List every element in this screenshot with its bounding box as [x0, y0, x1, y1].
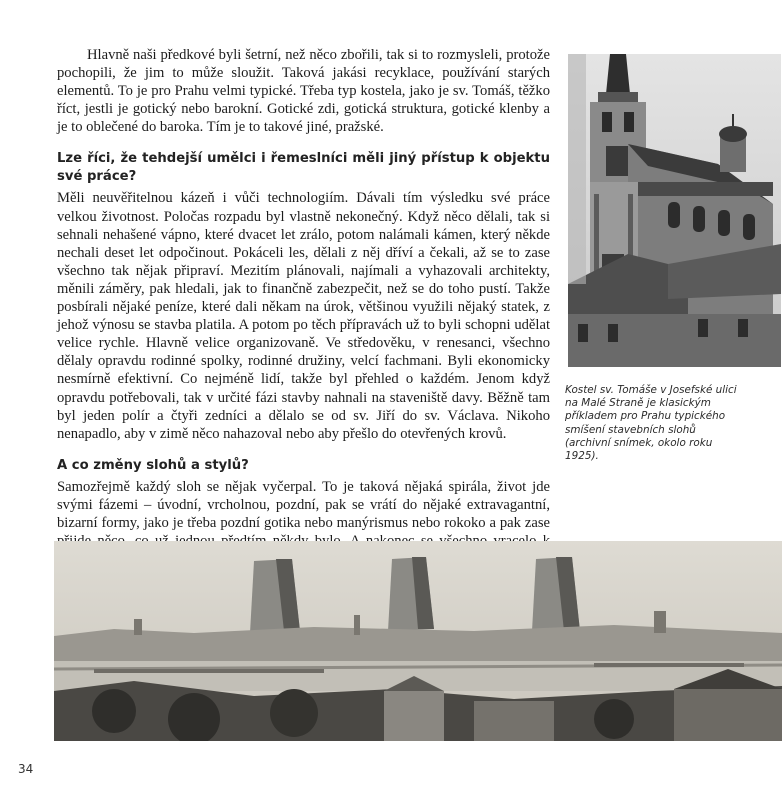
- photo-caption: Kostel sv. Tomáše v Josefské ulici na Malé Straně je klasickým příkladem pro Prahu typického smíšení stavebních slohů (archivní snímek, okolo roku 1925).: [565, 384, 737, 463]
- church-photo: [568, 54, 781, 367]
- answer-paragraph-2: Samozřejmě každý sloh se nějak vyčerpal. To je taková nějaká spirála, život jde svými fázemi – úvodní, vrcholnou, pozdní, pak se vrátí do nějaké extravagantní, bizarní formy, jako je třeba pozdní gotika nebo manýrismus nebo rokoko a pak zase: [57, 478, 550, 531]
- prague-panorama-photo: [54, 541, 782, 741]
- article-text-column: [57, 46, 550, 568]
- answer-paragraph-1: Měli neuvěřitelnou kázeň i vůči technologiím. Dávali tím výsledku své práce velkou životnost. Poločas rozpadu byl vlastně nekonečný. Když něco dělali, tak si sehnali nehašené vápno, které dvacet let zrálo, potom nalámali kámen, který někde nechali deset let odpočinout. Pokáceli les, dělali z něj dříví a čekali, až se to zase všechno tak nějak připraví. Mezitím plánovali, najímali a vyhazovali architekty, měnili záměry, pak hledali, jak to finančně zabezpečit, než se do toho pustí. Takže posbírali nějaké peníze, které dali někam na úrok, většinou využili nějaký statek, z jehož výnosu se stavba platila. A potom po těch přípravách už to byli schopni udělat velice rychle. Hlavně velice organizovaně. Ve středověku, v renesanci, všechno dělaly opravdu rodinné spolky, rodinné družiny, velcí fachmani. Byli ekonomicky nesmírně efektivní. Co nejméně lidí, takže byl přehled o každém. Jenom když opravdu potřebovali, tak v určité fázi stavby nahnali na staveniště davy. Běžně tam byl jeden polír a čtyři zedníci a dělalo se od sv. Jiří do sv. Václava. Nikoho nenapadlo, aby v zimě něco nahazoval nebo aby přešlo do otevřených krovů.: [57, 190, 550, 442]
- page-number: 34: [18, 762, 34, 776]
- question-heading-2: A co změny slohů a stylů?: [57, 457, 249, 473]
- question-heading-1: Lze říci, že tehdejší umělci i řemeslníci měli jiný přístup k objektu své práce?: [57, 151, 550, 185]
- intro-paragraph: Hlavně naši předkové byli šetrní, než něco zbořili, tak si to rozmysleli, protože pochopili, že jim to může sloužit. Taková jakási recyklace, používání starých elementů. To je pro Prahu velmi typické. Třeba typ kostela, jako je sv. Tomáš, těžko říct, jestli je gotický nebo barokní. Gotické zdi, gotická struktura, gotické klenby a je to oblečené do baroka. Tím je to takové jiné, pražské.: [57, 47, 550, 136]
